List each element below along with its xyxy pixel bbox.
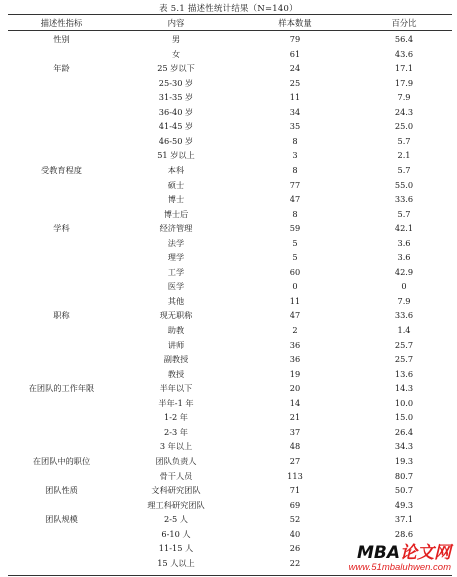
cell-content: 3 年以上 [159,441,193,452]
table-header-rule [8,30,452,31]
cell-percent: 17.1 [394,63,414,74]
table-row [0,76,457,92]
table-row [0,425,457,441]
table-row [0,439,457,455]
cell-count: 11 [289,295,301,306]
cell-count: 71 [289,485,301,496]
cell-indicator [0,250,123,266]
cell-indicator: 学科 [53,223,70,234]
cell-count: 11 [289,92,301,103]
cell-count: 34 [289,106,301,117]
cell-count: 25 [289,77,301,88]
cell-count: 47 [289,310,301,321]
table-row [0,236,457,252]
cell-content: 36-40 岁 [158,106,194,117]
cell-content: 文科研究团队 [151,485,201,496]
cell-indicator [0,265,123,281]
cell-indicator: 受教育程度 [41,164,82,175]
cell-content: 其他 [167,295,185,306]
table-row [0,308,457,324]
table-row [0,163,457,179]
table-row [0,47,457,63]
table-row [0,105,457,121]
cell-percent: 17.9 [394,77,414,88]
cell-count: 5 [292,252,298,263]
watermark-url: www.51mbaluhwen.com [348,562,451,573]
cell-count: 24 [289,63,301,74]
table-row [0,250,457,266]
cell-content: 医学 [167,281,185,292]
cell-indicator [0,410,123,426]
cell-count: 40 [289,528,301,539]
cell-indicator [0,134,123,150]
table-row [0,396,457,412]
site-watermark [349,544,451,573]
cell-indicator [0,439,123,455]
cell-indicator: 在团队的工作年限 [28,383,95,394]
cell-content: 41-45 岁 [158,121,194,132]
cell-content: 6-10 人 [161,528,191,539]
cell-count: 21 [289,412,301,423]
cell-percent: 37.1 [394,514,414,525]
cell-content: 15 人以上 [157,557,195,568]
cell-content: 理学 [167,252,185,263]
table-row [0,192,457,208]
cell-count: 79 [289,34,301,44]
cell-count: 59 [289,223,301,234]
cell-percent: 5.7 [397,135,411,146]
cell-content: 法学 [167,237,185,248]
cell-indicator: 性别 [53,34,70,44]
cell-indicator [0,207,123,223]
cell-indicator [0,47,123,63]
table-row [0,32,457,48]
cell-percent: 28.6 [394,528,414,539]
cell-count: 47 [289,194,301,205]
cell-count: 27 [289,455,301,466]
cell-count: 19 [289,368,301,379]
cell-indicator [0,294,123,310]
watermark-logo-accent: 论文网 [400,543,451,563]
table-row [0,483,457,499]
cell-content: 现无职称 [159,310,193,321]
table-row [0,512,457,528]
cell-content: 博士 [167,194,185,205]
cell-content: 男 [171,34,181,44]
cell-indicator [0,148,123,164]
cell-content: 2-5 人 [164,514,188,525]
cell-count: 77 [289,179,301,190]
cell-content: 助教 [167,325,185,335]
cell-percent: 25.7 [394,354,414,365]
cell-indicator [0,192,123,208]
cell-indicator [0,279,123,295]
table-row [0,454,457,470]
cell-content: 讲师 [167,339,185,350]
cell-percent: 0 [401,281,407,292]
cell-content: 半年-1 年 [158,397,194,408]
cell-indicator [0,556,123,572]
cell-count: 37 [289,426,301,437]
table-row [0,352,457,368]
cell-indicator [0,498,123,514]
cell-percent: 50.7 [394,485,414,496]
cell-count: 5 [292,237,298,248]
cell-indicator [0,76,123,92]
cell-percent: 25.7 [394,339,414,350]
cell-count: 20 [289,383,301,394]
table-row [0,178,457,194]
cell-content: 25-30 岁 [158,77,194,88]
cell-count: 3 [292,150,298,161]
table-row [0,338,457,354]
cell-count: 113 [287,470,303,481]
cell-content: 博士后 [163,208,189,219]
cell-content: 女 [171,48,181,59]
table-row [0,469,457,485]
cell-percent: 15.0 [394,412,414,423]
cell-percent: 7.9 [397,295,411,306]
cell-content: 经济管理 [159,223,193,234]
cell-percent: 5.7 [397,208,411,219]
cell-content: 半年以下 [159,383,193,394]
cell-indicator [0,90,123,106]
cell-indicator [0,541,123,557]
cell-content: 1-2 年 [164,412,188,423]
cell-percent: 2.1 [397,150,411,161]
cell-percent: 80.7 [394,470,414,481]
watermark-logo-main: MBA [356,543,400,563]
table-row [0,207,457,223]
cell-indicator [0,527,123,543]
table-row [0,279,457,295]
cell-count: 61 [289,48,301,59]
cell-percent: 24.3 [394,106,414,117]
cell-content: 本科 [167,164,185,175]
table-row [0,134,457,150]
cell-percent: 33.6 [394,194,414,205]
cell-percent: 19.3 [394,455,414,466]
cell-content: 硕士 [167,179,185,190]
cell-count: 52 [289,514,301,525]
cell-indicator [0,178,123,194]
header-percent: 百分比 [391,18,417,28]
table-row [0,294,457,310]
cell-percent: 56.4 [394,34,414,44]
table-row [0,148,457,164]
cell-percent: 5.7 [397,164,411,175]
cell-percent: 7.9 [397,92,411,103]
cell-indicator: 年龄 [53,63,70,74]
table-row [0,221,457,237]
cell-percent: 43.6 [394,48,414,59]
cell-content: 工学 [167,266,185,277]
cell-content: 副教授 [163,354,189,365]
cell-count: 35 [289,121,301,132]
cell-count: 14 [289,397,301,408]
table-row [0,90,457,106]
table-caption: 表 5.1 描述性统计结果（N=140） [159,3,298,13]
cell-percent: 26.4 [394,426,414,437]
cell-percent: 25.0 [394,121,414,132]
cell-percent: 3.6 [397,252,411,263]
cell-percent: 13.6 [394,368,414,379]
cell-count: 8 [292,135,298,146]
cell-content: 2-3 年 [164,426,188,437]
cell-content: 31-35 岁 [158,92,194,103]
cell-count: 0 [292,281,298,292]
cell-percent: 55.0 [394,179,414,190]
cell-count: 22 [289,557,301,568]
cell-count: 60 [289,266,301,277]
cell-percent: 42.1 [394,223,414,234]
cell-content: 11-15 人 [158,543,194,554]
cell-count: 36 [289,354,301,365]
cell-indicator [0,469,123,485]
cell-count: 36 [289,339,301,350]
table-row [0,498,457,514]
cell-indicator [0,396,123,412]
cell-indicator [0,367,123,383]
table-bottom-rule [8,575,452,576]
cell-content: 团队负责人 [155,455,197,466]
cell-content: 25 岁以下 [157,63,195,74]
table-row [0,381,457,397]
cell-indicator [0,236,123,252]
header-count: 样本数量 [278,18,312,28]
cell-percent: 33.6 [394,310,414,321]
cell-percent: 10.0 [394,397,414,408]
table-row [0,323,457,339]
cell-percent: 14.3 [394,383,414,394]
cell-indicator [0,323,123,339]
cell-count: 8 [292,164,298,175]
table-row [0,527,457,543]
cell-content: 46-50 岁 [158,135,194,146]
cell-indicator [0,119,123,135]
cell-percent: 49.3 [394,499,414,510]
header-indicator: 描述性指标 [40,18,83,28]
table-row [0,367,457,383]
cell-count: 48 [289,441,301,452]
watermark-logo [349,544,451,562]
cell-indicator [0,425,123,441]
cell-indicator: 团队规模 [45,514,78,525]
cell-percent: 34.3 [394,441,414,452]
cell-indicator [0,105,123,121]
cell-indicator [0,352,123,368]
cell-count: 2 [292,325,298,335]
cell-percent: 1.4 [397,325,411,335]
cell-percent: 42.9 [394,266,414,277]
cell-indicator: 职称 [53,310,70,321]
table-row [0,61,457,77]
table-row [0,265,457,281]
table-row [0,410,457,426]
cell-count: 8 [292,208,298,219]
cell-content: 教授 [167,368,185,379]
header-content: 内容 [167,18,185,28]
cell-count: 26 [289,543,301,554]
cell-indicator: 在团队中的职位 [32,455,91,466]
cell-content: 理工科研究团队 [147,499,205,510]
cell-content: 51 岁以上 [157,150,195,161]
cell-percent: 3.6 [397,237,411,248]
cell-count: 69 [289,499,301,510]
cell-content: 骨干人员 [159,470,193,481]
table-row [0,119,457,135]
cell-indicator: 团队性质 [45,485,78,496]
cell-indicator [0,338,123,354]
